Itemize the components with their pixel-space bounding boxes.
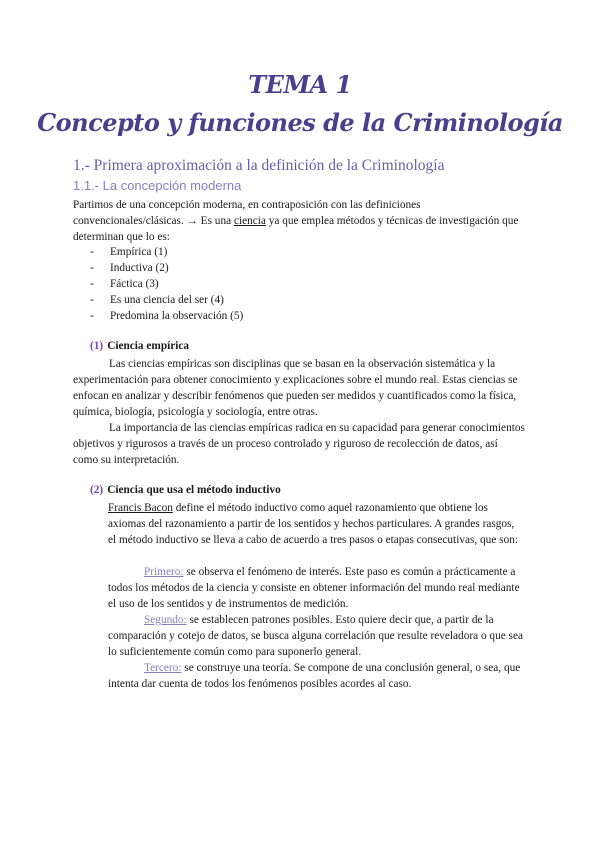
list-item: - Fáctica (3)	[90, 276, 243, 292]
document-title: TEMA 1	[248, 70, 352, 99]
intro-text-end: ya que emplea métodos y técnicas de investigación que determinan que lo es:	[73, 215, 519, 243]
inductivo-paragraph	[108, 500, 525, 548]
inductivo-label: Ciencia que usa el método inductivo	[107, 484, 281, 496]
inductivo-heading	[90, 484, 281, 496]
empirica-paragraph-1: Las ciencias empíricas son disciplinas que se basan en la observación sistemática y la experimentación para obtener conocimiento y explicaciones sobre el mundo real. Estas ciencias se enfocan en analizar y describir fenómenos que pueden ser medidos y cuantificados como la física, química, biología, psicología y sociología, entre otras.	[73, 358, 518, 418]
empirica-heading	[90, 340, 189, 352]
step-2-text: se establecen patrones posibles. Esto quiere decir que, a partir de la comparación y cotejo de datos, se busca alguna correlación que resulte reveladora o que sea lo suficientemente común como para suponerlo general.	[108, 614, 523, 658]
characteristics-list	[90, 244, 243, 324]
step-1-label: Primero:	[144, 566, 184, 578]
step-2-paragraph	[108, 612, 525, 660]
list-item: - Empírica (1)	[90, 244, 243, 260]
inductivo-text: define el método inductivo como aquel razonamiento que obtiene los axiomas del razonamiento a partir de los sentidos y hechos particulares. A grandes rasgos, el método inductivo se lleva a cabo de acuerdo a tres pasos o etapas consecutivas, que son:	[108, 502, 519, 546]
step-3-paragraph	[108, 660, 525, 692]
inductivo-number: (2)	[90, 484, 104, 496]
empirica-paragraph-2: La importancia de las ciencias empíricas radica en su capacidad para generar conocimientos objetivos y rigurosos a través de un proceso controlado y riguroso de recolección de datos, así como su interpretación.	[73, 422, 525, 466]
section-heading: 1.- Primera aproximación a la definición de la Criminología	[73, 157, 445, 174]
step-3-text: se construye una teoría. Se compone de una conclusión general, o sea, que intenta dar cuenta de todos los fenómenos posibles acordes al caso.	[108, 662, 521, 690]
intro-paragraph	[73, 197, 525, 245]
bacon-name: Francis Bacon	[108, 502, 173, 514]
step-1-text: se observa el fenómeno de interés. Este paso es común a prácticamente a todos los métodos de la ciencia y consiste en obtener información del mundo real mediante el uso de los sentidos y de instrumentos de medición.	[108, 566, 520, 610]
document-subtitle: Concepto y funciones de la Criminología	[37, 108, 563, 137]
intro-text: Partimos de una concepción moderna, en contraposición con las definiciones convencionales/clásicas. → Es una	[73, 199, 421, 227]
list-item: - Es una ciencia del ser (4)	[90, 292, 243, 308]
step-2-label: Segundo:	[144, 614, 187, 626]
list-item: - Predomina la observación (5)	[90, 308, 243, 324]
step-3-label: Tercero:	[144, 662, 182, 674]
ciencia-term: ciencia	[233, 215, 266, 227]
empirica-number: (1)	[90, 340, 104, 352]
list-item: - Inductiva (2)	[90, 260, 243, 276]
step-1-paragraph	[108, 564, 525, 612]
empirica-label: Ciencia empírica	[107, 340, 190, 352]
subsection-heading: 1.1.- La concepción moderna	[73, 178, 242, 193]
